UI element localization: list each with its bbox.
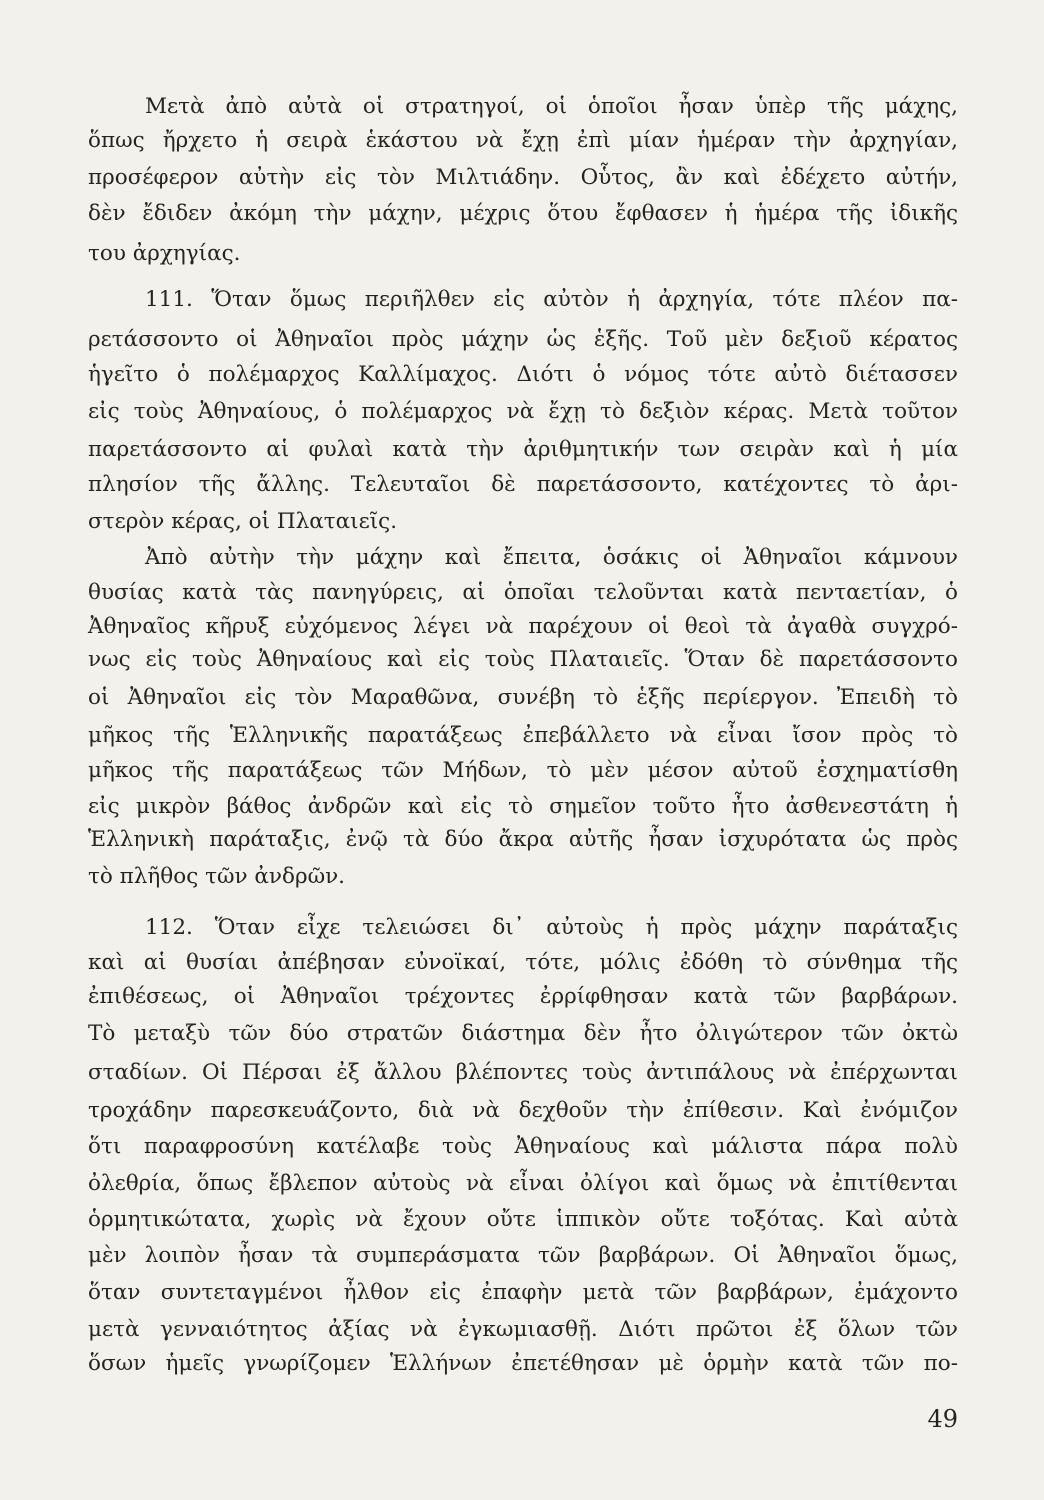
text-line: Ἀθηναῖος κῆρυξ εὐχόμενος λέγει νὰ παρέχουν οἱ θεοὶ τὰ ἀγαθὰ συγχρό-: [88, 614, 958, 639]
text-line: Ἑλληνικὴ παράταξις, ἐνῷ τὰ δύο ἄκρα αὐτῆς ἦσαν ἰσχυρότατα ὡς πρὸς: [88, 827, 958, 852]
text-line: εἰς τοὺς Ἀθηναίους, ὁ πολέμαρχος νὰ ἔχῃ τὸ δεξιὸν κέρας. Μετὰ τοῦτον: [88, 399, 958, 424]
text-line: 112. Ὅταν εἶχε τελειώσει δι᾽ αὐτοὺς ἡ πρὸς μάχην παράταξις: [145, 915, 958, 940]
text-line: 111. Ὅταν ὅμως περιῆλθεν εἰς αὐτὸν ἡ ἀρχηγία, τότε πλέον πα-: [145, 287, 958, 312]
text-line: προσέφερον αὐτὴν εἰς τὸν Μιλτιάδην. Οὗτος, ἂν καὶ ἐδέχετο αὐτήν,: [88, 165, 958, 190]
text-line: ὁρμητικώτατα, χωρὶς νὰ ἔχουν οὔτε ἱππικὸν οὔτε τοξότας. Καὶ αὐτὰ: [88, 1207, 958, 1232]
text-line: Ἀπὸ αὐτὴν τὴν μάχην καὶ ἔπειτα, ὁσάκις οἱ Ἀθηναῖοι κάμνουν: [145, 545, 958, 570]
text-line: ὅπως ἤρχετο ἡ σειρὰ ἑκάστου νὰ ἔχῃ ἐπὶ μίαν ἡμέραν τὴν ἀρχηγίαν,: [88, 128, 958, 153]
text-line: σταδίων. Οἱ Πέρσαι ἐξ ἄλλου βλέποντες τοὺς ἀντιπάλους νὰ ἐπέρχωνται: [88, 1060, 958, 1085]
text-line: ὅτι παραφροσύνη κατέλαβε τοὺς Ἀθηναίους καὶ μάλιστα πάρα πολὺ: [88, 1134, 958, 1159]
text-line: οἱ Ἀθηναῖοι εἰς τὸν Μαραθῶνα, συνέβη τὸ ἑξῆς περίεργον. Ἐπειδὴ τὸ: [88, 685, 958, 710]
text-line: καὶ αἱ θυσίαι ἀπέβησαν εὐνοϊκαί, τότε, μόλις ἐδόθη τὸ σύνθημα τῆς: [88, 950, 958, 975]
text-line: ἡγεῖτο ὁ πολέμαρχος Καλλίμαχος. Διότι ὁ νόμος τότε αὐτὸ διέτασσεν: [88, 362, 958, 387]
text-line: πλησίον τῆς ἄλλης. Τελευταῖοι δὲ παρετάσσοντο, κατέχοντες τὸ ἀρι-: [88, 472, 958, 497]
text-line: θυσίας κατὰ τὰς πανηγύρεις, αἱ ὁποῖαι τελοῦνται κατὰ πενταετίαν, ὁ: [88, 580, 958, 605]
text-line: τὸ πλῆθος τῶν ἀνδρῶν.: [88, 864, 346, 889]
text-line: ὅσων ἡμεῖς γνωρίζομεν Ἑλλήνων ἐπετέθησαν μὲ ὁρμὴν κατὰ τῶν πο-: [88, 1351, 958, 1376]
text-line: Μετὰ ἀπὸ αὐτὰ οἱ στρατηγοί, οἱ ὁποῖοι ἦσαν ὑπὲρ τῆς μάχης,: [145, 94, 958, 119]
text-line: τροχάδην παρεσκευάζοντο, διὰ νὰ δεχθοῦν τὴν ἐπίθεσιν. Καὶ ἐνόμιζον: [88, 1098, 958, 1123]
text-line: μῆκος τῆς παρατάξεως τῶν Μήδων, τὸ μὲν μέσον αὐτοῦ ἐσχηματίσθη: [88, 758, 958, 783]
text-line: ὀλεθρία, ὅπως ἔβλεπον αὐτοὺς νὰ εἶναι ὀλίγοι καὶ ὅμως νὰ ἐπιτίθενται: [88, 1171, 958, 1196]
text-line: δὲν ἔδιδεν ἀκόμη τὴν μάχην, μέχρις ὅτου ἔφθασεν ἡ ἡμέρα τῆς ἰδικῆς: [88, 201, 958, 226]
text-line: στερὸν κέρας, οἱ Πλαταιεῖς.: [88, 509, 398, 534]
text-line: Τὸ μεταξὺ τῶν δύο στρατῶν διάστημα δὲν ἦτο ὀλιγώτερον τῶν ὀκτὼ: [88, 1021, 958, 1046]
text-line: μὲν λοιπὸν ἦσαν τὰ συμπεράσματα τῶν βαρβάρων. Οἱ Ἀθηναῖοι ὅμως,: [88, 1243, 958, 1268]
text-line: μετὰ γενναιότητος ἀξίας νὰ ἐγκωμιασθῇ. Διότι πρῶτοι ἐξ ὅλων τῶν: [88, 1317, 958, 1342]
text-line: νως εἰς τοὺς Ἀθηναίους καὶ εἰς τοὺς Πλαταιεῖς. Ὅταν δὲ παρετάσσοντο: [88, 647, 958, 672]
text-line: εἰς μικρὸν βάθος ἀνδρῶν καὶ εἰς τὸ σημεῖον τοῦτο ἦτο ἀσθενεστάτη ἡ: [88, 794, 958, 819]
page-number: 49: [927, 1405, 958, 1433]
text-line: μῆκος τῆς Ἑλληνικῆς παρατάξεως ἐπεβάλλετο νὰ εἶναι ἴσον πρὸς τὸ: [88, 723, 958, 748]
text-line: ρετάσσοντο οἱ Ἀθηναῖοι πρὸς μάχην ὡς ἑξῆς. Τοῦ μὲν δεξιοῦ κέρατος: [88, 327, 958, 352]
text-line: ὅταν συντεταγμένοι ἦλθον εἰς ἐπαφὴν μετὰ τῶν βαρβάρων, ἐμάχοντο: [88, 1280, 958, 1305]
text-line: του ἀρχηγίας.: [88, 241, 241, 266]
text-line: παρετάσσοντο αἱ φυλαὶ κατὰ τὴν ἀριθμητικήν των σειρὰν καὶ ἡ μία: [88, 437, 958, 462]
text-line: ἐπιθέσεως, οἱ Ἀθηναῖοι τρέχοντες ἐρρίφθησαν κατὰ τῶν βαρβάρων.: [88, 984, 958, 1009]
